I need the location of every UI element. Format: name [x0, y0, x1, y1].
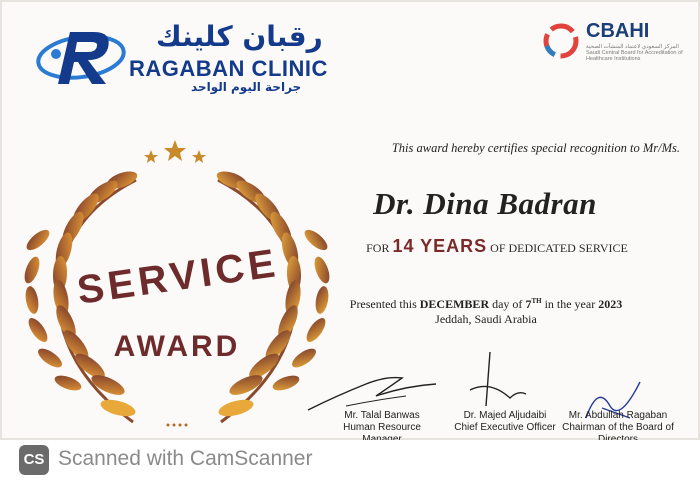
presented-location: Jeddah, Saudi Arabia	[435, 312, 537, 326]
cbahi-subtitle-arabic: المركز السعودي لاعتماد المنشآت الصحية	[586, 44, 679, 50]
cbahi-subtitle	[586, 44, 690, 62]
signatory-ceo	[444, 410, 566, 434]
signatory-title: Human Resource	[343, 422, 421, 433]
presented-day-number: 7	[525, 297, 532, 311]
for-label: FOR	[366, 241, 390, 255]
signatory-title: Chairman of the Board of	[562, 422, 674, 433]
service-award-badge	[18, 140, 333, 430]
clinic-logo-mark-icon	[36, 24, 126, 90]
cbahi-name: CBAHI	[586, 20, 650, 42]
clinic-name-english: RAGABAN CLINIC	[129, 56, 328, 81]
years-of-service	[302, 236, 692, 257]
years-count: 14 YEARS	[392, 236, 488, 256]
badge-line-service: SERVICE	[74, 241, 282, 313]
presented-day-of: day of	[492, 297, 523, 311]
presented-year: 2023	[598, 297, 623, 311]
signatory-name: Mr. Abdullah Ragaban	[568, 410, 668, 421]
certifies-text: This award hereby certifies special recognition to Mr/Ms.	[391, 141, 680, 155]
presented-date	[306, 294, 666, 327]
presented-day-suffix: TH	[531, 297, 542, 305]
presented-prefix: Presented this	[349, 297, 417, 311]
badge-line-award: AWARD	[113, 330, 241, 363]
signatory-title: Chief Executive Officer	[454, 422, 556, 433]
cbahi-ring-icon	[542, 22, 580, 60]
presented-month: DECEMBER	[419, 297, 490, 311]
bottom-dots-icon	[167, 424, 188, 427]
camscanner-watermark: Scanned with CamScanner	[58, 447, 313, 470]
signatory-name: Dr. Majed Aljudaibi	[463, 410, 547, 421]
camscanner-logo-icon: CS	[19, 445, 49, 475]
cbahi-subtitle-english: Saudi Central Board for Accreditation of Healthcare Institutions	[586, 50, 683, 62]
clinic-name-arabic: رقبان كلينك	[156, 20, 323, 53]
recipient-name: Dr. Dina Badran	[373, 186, 597, 221]
stars-icon	[144, 140, 206, 163]
presented-year-prefix: in the year	[544, 297, 596, 311]
years-suffix: OF DEDICATED SERVICE	[490, 241, 628, 255]
signatory-name: Mr. Talal Banwas	[344, 410, 420, 421]
clinic-logo	[36, 16, 366, 96]
signature-hr-manager	[306, 366, 446, 416]
signature-ceo	[460, 350, 530, 410]
cbahi-logo	[540, 20, 690, 70]
clinic-tagline-arabic: جراحة اليوم الواحد	[191, 80, 302, 94]
